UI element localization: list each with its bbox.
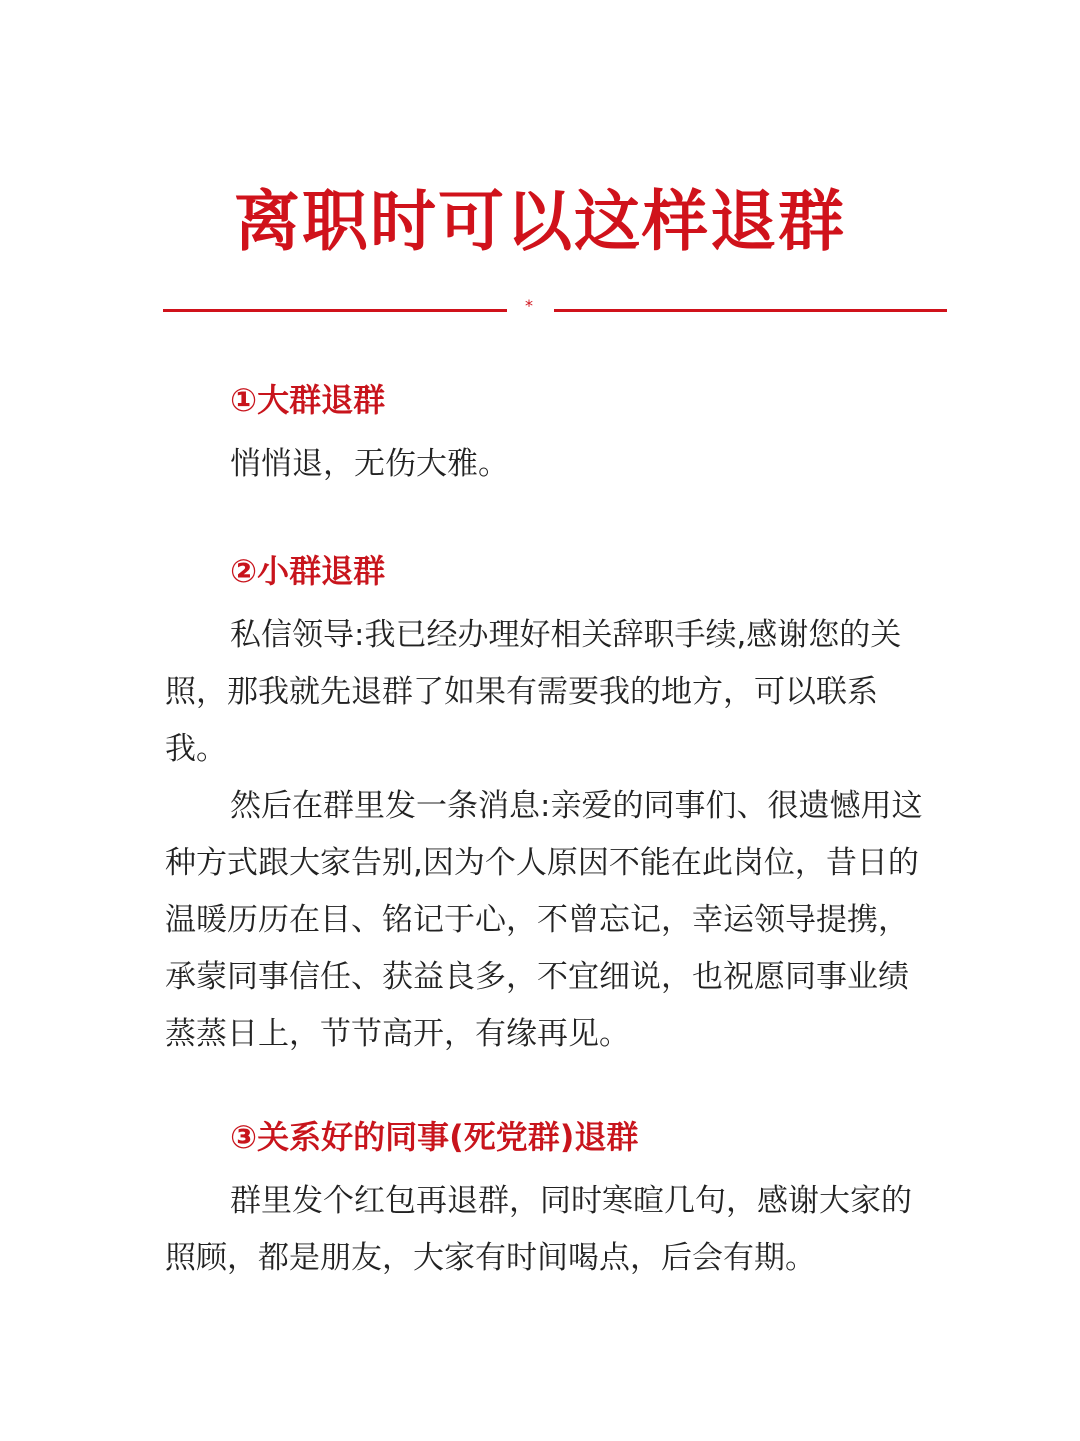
section-paragraph: 然后在群里发一条消息:亲爱的同事们、很遗憾用这种方式跟大家告别,因为个人原因不能在此岗位，昔日的温暖历历在目、铭记于心，不曾忘记，幸运领导提携，承蒙同事信任、获益良多，不宜细说，也祝愿同事业绩蒸蒸日上，节节高开，有缘再见。 [165,788,923,1052]
title-divider [163,296,947,320]
section-heading: ①大群退群 [230,381,386,419]
section-small-group [165,551,925,1063]
section-heading: ③关系好的同事(死党群)退群 [230,1118,639,1156]
page-title: 离职时可以这样退群 [234,183,846,261]
section-heading: ②小群退群 [230,552,386,590]
section-paragraph: 私信领导:我已经办理好相关辞职手续,感谢您的关照，那我就先退群了如果有需要我的地方，可以联系我。 [165,617,902,767]
divider-line-left [163,309,507,312]
section-close-friends-group [165,1117,925,1287]
star-icon: * [525,296,533,315]
divider-line-right [554,309,947,312]
section-paragraph: 悄悄退，无伤大雅。 [230,446,509,482]
section-large-group [165,380,925,493]
section-paragraph: 群里发个红包再退群，同时寒暄几句，感谢大家的照顾，都是朋友，大家有时间喝点，后会有期。 [165,1183,912,1276]
